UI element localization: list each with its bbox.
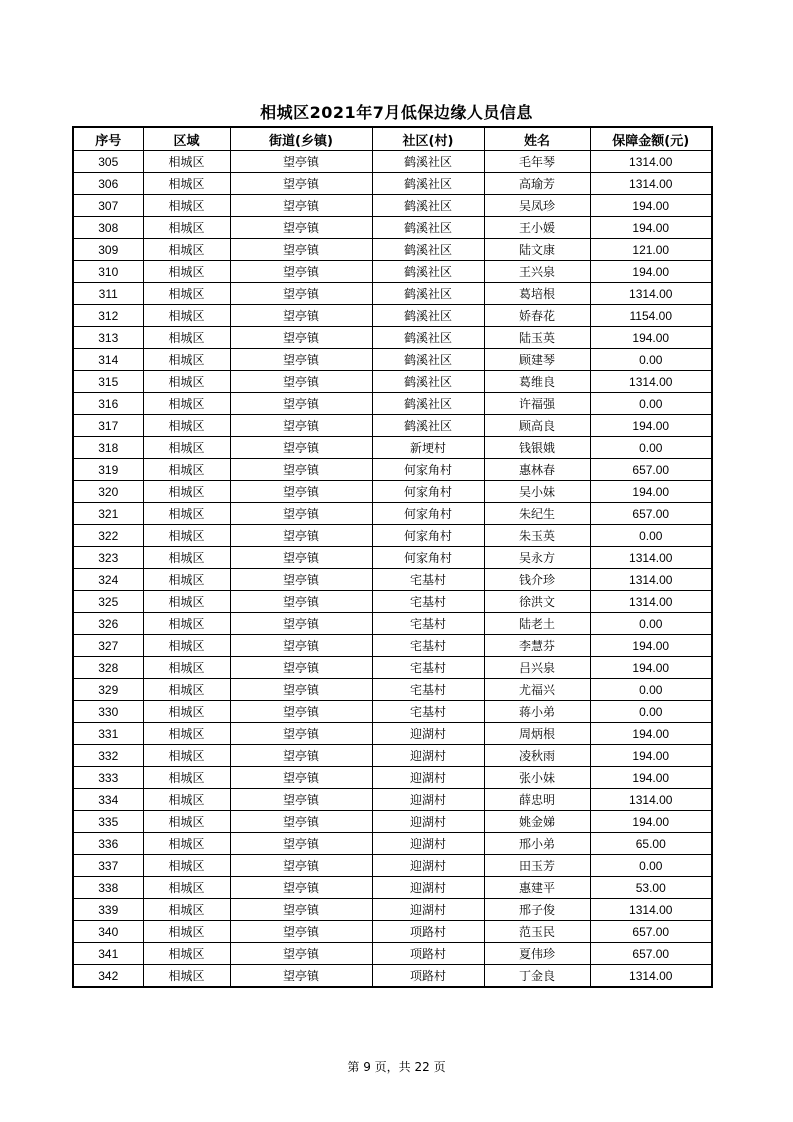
table-row [73,327,712,349]
serial-cell: 312 [73,305,143,327]
street-cell: 望亭镇 [230,921,372,943]
community-cell: 项路村 [372,943,484,965]
amount-cell: 194.00 [590,415,712,437]
street-cell: 望亭镇 [230,657,372,679]
street-cell: 望亭镇 [230,239,372,261]
serial-cell: 336 [73,833,143,855]
serial-cell: 328 [73,657,143,679]
street-cell: 望亭镇 [230,899,372,921]
serial-cell: 326 [73,613,143,635]
table-row [73,899,712,921]
district-cell: 相城区 [143,679,230,701]
table-row [73,415,712,437]
table-row [73,481,712,503]
community-cell: 宅基村 [372,569,484,591]
table-row [73,855,712,877]
district-cell: 相城区 [143,877,230,899]
amount-cell: 0.00 [590,437,712,459]
district-cell: 相城区 [143,151,230,173]
street-cell: 望亭镇 [230,701,372,723]
serial-cell: 316 [73,393,143,415]
table-row [73,877,712,899]
serial-cell: 334 [73,789,143,811]
community-cell: 鹤溪社区 [372,349,484,371]
amount-cell: 1314.00 [590,151,712,173]
table-row [73,591,712,613]
street-cell: 望亭镇 [230,525,372,547]
header-amount: 保障金额(元) [590,127,712,151]
table-row [73,701,712,723]
street-cell: 望亭镇 [230,283,372,305]
amount-cell: 0.00 [590,393,712,415]
district-cell: 相城区 [143,613,230,635]
district-cell: 相城区 [143,701,230,723]
community-cell: 宅基村 [372,657,484,679]
street-cell: 望亭镇 [230,679,372,701]
amount-cell: 194.00 [590,327,712,349]
amount-cell: 0.00 [590,679,712,701]
header-street: 街道(乡镇) [230,127,372,151]
district-cell: 相城区 [143,261,230,283]
amount-cell: 1314.00 [590,789,712,811]
street-cell: 望亭镇 [230,613,372,635]
district-cell: 相城区 [143,393,230,415]
serial-cell: 317 [73,415,143,437]
serial-cell: 340 [73,921,143,943]
amount-cell: 194.00 [590,657,712,679]
amount-cell: 194.00 [590,635,712,657]
street-cell: 望亭镇 [230,855,372,877]
community-cell: 项路村 [372,921,484,943]
district-cell: 相城区 [143,657,230,679]
name-cell: 姚金娣 [484,811,590,833]
district-cell: 相城区 [143,415,230,437]
serial-cell: 314 [73,349,143,371]
table-row [73,437,712,459]
street-cell: 望亭镇 [230,745,372,767]
header-community: 社区(村) [372,127,484,151]
serial-cell: 332 [73,745,143,767]
name-cell: 薛忠明 [484,789,590,811]
street-cell: 望亭镇 [230,481,372,503]
amount-cell: 65.00 [590,833,712,855]
page-footer: 第 9 页，共 22 页 [347,1060,446,1074]
street-cell: 望亭镇 [230,261,372,283]
street-cell: 望亭镇 [230,547,372,569]
table-row [73,811,712,833]
community-cell: 迎湖村 [372,899,484,921]
district-cell: 相城区 [143,547,230,569]
amount-cell: 194.00 [590,481,712,503]
street-cell: 望亭镇 [230,195,372,217]
amount-cell: 0.00 [590,613,712,635]
community-cell: 新埂村 [372,437,484,459]
community-cell: 迎湖村 [372,789,484,811]
community-cell: 鹤溪社区 [372,217,484,239]
street-cell: 望亭镇 [230,943,372,965]
district-cell: 相城区 [143,635,230,657]
name-cell: 吴凤珍 [484,195,590,217]
street-cell: 望亭镇 [230,349,372,371]
community-cell: 宅基村 [372,591,484,613]
serial-cell: 318 [73,437,143,459]
district-cell: 相城区 [143,767,230,789]
street-cell: 望亭镇 [230,305,372,327]
street-cell: 望亭镇 [230,965,372,988]
district-cell: 相城区 [143,173,230,195]
name-cell: 钱银娥 [484,437,590,459]
district-cell: 相城区 [143,239,230,261]
name-cell: 夏伟珍 [484,943,590,965]
serial-cell: 319 [73,459,143,481]
serial-cell: 331 [73,723,143,745]
district-cell: 相城区 [143,855,230,877]
name-cell: 丁金良 [484,965,590,988]
district-cell: 相城区 [143,459,230,481]
amount-cell: 657.00 [590,921,712,943]
table-row [73,151,712,173]
community-cell: 鹤溪社区 [372,327,484,349]
name-cell: 朱玉英 [484,525,590,547]
serial-cell: 322 [73,525,143,547]
street-cell: 望亭镇 [230,767,372,789]
amount-cell: 0.00 [590,349,712,371]
street-cell: 望亭镇 [230,437,372,459]
amount-cell: 1314.00 [590,547,712,569]
community-cell: 鹤溪社区 [372,239,484,261]
street-cell: 望亭镇 [230,151,372,173]
street-cell: 望亭镇 [230,371,372,393]
community-cell: 鹤溪社区 [372,415,484,437]
amount-cell: 194.00 [590,767,712,789]
name-cell: 葛培根 [484,283,590,305]
amount-cell: 1154.00 [590,305,712,327]
district-cell: 相城区 [143,569,230,591]
serial-cell: 311 [73,283,143,305]
street-cell: 望亭镇 [230,811,372,833]
amount-cell: 0.00 [590,701,712,723]
table-row [73,789,712,811]
name-cell: 葛维良 [484,371,590,393]
table-row [73,261,712,283]
community-cell: 宅基村 [372,635,484,657]
community-cell: 鹤溪社区 [372,195,484,217]
table-row [73,965,712,988]
name-cell: 范玉民 [484,921,590,943]
header-district: 区域 [143,127,230,151]
name-cell: 蒋小弟 [484,701,590,723]
district-cell: 相城区 [143,437,230,459]
serial-cell: 321 [73,503,143,525]
street-cell: 望亭镇 [230,393,372,415]
table-row [73,613,712,635]
district-cell: 相城区 [143,833,230,855]
serial-cell: 306 [73,173,143,195]
serial-cell: 310 [73,261,143,283]
street-cell: 望亭镇 [230,459,372,481]
name-cell: 陆玉英 [484,327,590,349]
name-cell: 田玉芳 [484,855,590,877]
name-cell: 顾高良 [484,415,590,437]
table-row [73,459,712,481]
table-row [73,635,712,657]
serial-cell: 309 [73,239,143,261]
name-cell: 邢子俊 [484,899,590,921]
district-cell: 相城区 [143,371,230,393]
document-title: 相城区2021年7月低保边缘人员信息 [260,103,533,122]
name-cell: 许福强 [484,393,590,415]
district-cell: 相城区 [143,195,230,217]
table-row [73,239,712,261]
name-cell: 顾建琴 [484,349,590,371]
district-cell: 相城区 [143,921,230,943]
district-cell: 相城区 [143,217,230,239]
name-cell: 惠林春 [484,459,590,481]
street-cell: 望亭镇 [230,635,372,657]
table-row [73,217,712,239]
street-cell: 望亭镇 [230,327,372,349]
name-cell: 高瑜芳 [484,173,590,195]
district-cell: 相城区 [143,305,230,327]
name-cell: 娇春花 [484,305,590,327]
table-row [73,525,712,547]
amount-cell: 657.00 [590,503,712,525]
name-cell: 周炳根 [484,723,590,745]
name-cell: 陆文康 [484,239,590,261]
street-cell: 望亭镇 [230,789,372,811]
name-cell: 邢小弟 [484,833,590,855]
name-cell: 吴永方 [484,547,590,569]
amount-cell: 53.00 [590,877,712,899]
serial-cell: 337 [73,855,143,877]
community-cell: 迎湖村 [372,723,484,745]
community-cell: 鹤溪社区 [372,261,484,283]
district-cell: 相城区 [143,745,230,767]
street-cell: 望亭镇 [230,591,372,613]
amount-cell: 194.00 [590,217,712,239]
community-cell: 鹤溪社区 [372,283,484,305]
name-cell: 张小妹 [484,767,590,789]
serial-cell: 325 [73,591,143,613]
table-row [73,943,712,965]
serial-cell: 330 [73,701,143,723]
amount-cell: 1314.00 [590,283,712,305]
street-cell: 望亭镇 [230,217,372,239]
serial-cell: 324 [73,569,143,591]
community-cell: 迎湖村 [372,811,484,833]
name-cell: 陆老土 [484,613,590,635]
serial-cell: 333 [73,767,143,789]
district-cell: 相城区 [143,965,230,988]
district-cell: 相城区 [143,481,230,503]
serial-cell: 338 [73,877,143,899]
district-cell: 相城区 [143,723,230,745]
amount-cell: 0.00 [590,525,712,547]
serial-cell: 339 [73,899,143,921]
table-header-row [73,127,712,151]
name-cell: 吴小妹 [484,481,590,503]
street-cell: 望亭镇 [230,833,372,855]
amount-cell: 194.00 [590,811,712,833]
district-cell: 相城区 [143,789,230,811]
community-cell: 迎湖村 [372,745,484,767]
district-cell: 相城区 [143,943,230,965]
table-row [73,371,712,393]
amount-cell: 194.00 [590,745,712,767]
community-cell: 鹤溪社区 [372,371,484,393]
name-cell: 李慧芬 [484,635,590,657]
community-cell: 鹤溪社区 [372,305,484,327]
amount-cell: 1314.00 [590,591,712,613]
table-row [73,503,712,525]
name-cell: 尤福兴 [484,679,590,701]
roster-table [72,126,713,988]
community-cell: 何家角村 [372,481,484,503]
serial-cell: 323 [73,547,143,569]
serial-cell: 327 [73,635,143,657]
community-cell: 宅基村 [372,701,484,723]
community-cell: 宅基村 [372,679,484,701]
name-cell: 徐洪文 [484,591,590,613]
street-cell: 望亭镇 [230,173,372,195]
name-cell: 毛年琴 [484,151,590,173]
table-row [73,569,712,591]
district-cell: 相城区 [143,283,230,305]
street-cell: 望亭镇 [230,415,372,437]
street-cell: 望亭镇 [230,723,372,745]
table-row [73,195,712,217]
amount-cell: 194.00 [590,261,712,283]
table-row [73,547,712,569]
table-row [73,679,712,701]
table-row [73,283,712,305]
serial-cell: 320 [73,481,143,503]
community-cell: 何家角村 [372,503,484,525]
district-cell: 相城区 [143,327,230,349]
serial-cell: 305 [73,151,143,173]
community-cell: 迎湖村 [372,767,484,789]
street-cell: 望亭镇 [230,503,372,525]
serial-cell: 315 [73,371,143,393]
amount-cell: 657.00 [590,943,712,965]
community-cell: 何家角村 [372,547,484,569]
table-row [73,393,712,415]
community-cell: 何家角村 [372,525,484,547]
name-cell: 朱纪生 [484,503,590,525]
name-cell: 吕兴泉 [484,657,590,679]
community-cell: 鹤溪社区 [372,151,484,173]
community-cell: 迎湖村 [372,855,484,877]
table-row [73,745,712,767]
amount-cell: 1314.00 [590,173,712,195]
serial-cell: 342 [73,965,143,988]
community-cell: 鹤溪社区 [372,173,484,195]
table-row [73,305,712,327]
name-cell: 凌秋雨 [484,745,590,767]
amount-cell: 0.00 [590,855,712,877]
amount-cell: 121.00 [590,239,712,261]
district-cell: 相城区 [143,349,230,371]
district-cell: 相城区 [143,811,230,833]
district-cell: 相城区 [143,503,230,525]
amount-cell: 1314.00 [590,371,712,393]
district-cell: 相城区 [143,525,230,547]
header-name: 姓名 [484,127,590,151]
name-cell: 钱介珍 [484,569,590,591]
table-row [73,173,712,195]
amount-cell: 1314.00 [590,965,712,988]
community-cell: 迎湖村 [372,833,484,855]
amount-cell: 1314.00 [590,899,712,921]
community-cell: 鹤溪社区 [372,393,484,415]
serial-cell: 329 [73,679,143,701]
community-cell: 何家角村 [372,459,484,481]
district-cell: 相城区 [143,591,230,613]
serial-cell: 308 [73,217,143,239]
table-row [73,657,712,679]
table-row [73,723,712,745]
community-cell: 宅基村 [372,613,484,635]
table-body [73,151,712,988]
amount-cell: 194.00 [590,723,712,745]
district-cell: 相城区 [143,899,230,921]
name-cell: 王小媛 [484,217,590,239]
amount-cell: 194.00 [590,195,712,217]
serial-cell: 313 [73,327,143,349]
community-cell: 迎湖村 [372,877,484,899]
name-cell: 惠建平 [484,877,590,899]
street-cell: 望亭镇 [230,569,372,591]
table-row [73,767,712,789]
serial-cell: 307 [73,195,143,217]
table-row [73,921,712,943]
table-row [73,833,712,855]
serial-cell: 335 [73,811,143,833]
community-cell: 项路村 [372,965,484,988]
street-cell: 望亭镇 [230,877,372,899]
serial-cell: 341 [73,943,143,965]
name-cell: 王兴泉 [484,261,590,283]
table-row [73,349,712,371]
amount-cell: 657.00 [590,459,712,481]
header-serial: 序号 [73,127,143,151]
amount-cell: 1314.00 [590,569,712,591]
